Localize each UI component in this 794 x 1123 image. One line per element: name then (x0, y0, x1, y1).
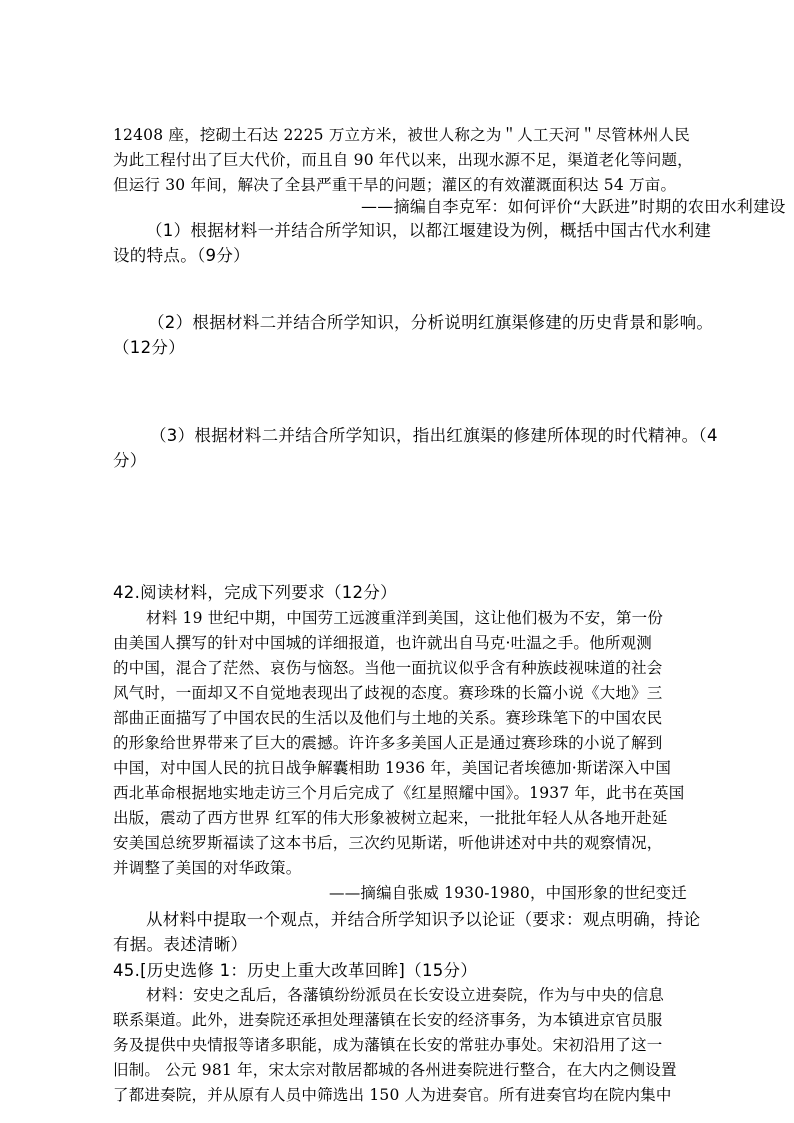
question-45-heading: 45.[历史选修 1：历史上重大改革回眸]（15分） (113, 961, 478, 980)
material-text-line: 但运行 30 年间，解决了全县严重干旱的问题；灌区的有效灌溉面积达 54 万亩。 (113, 176, 677, 194)
question-42-heading: 42.阅读材料，完成下列要求（12分） (113, 583, 397, 602)
material-text-line: 并调整了美国的对华政策。 (113, 859, 302, 877)
question-2-text: （12分） (113, 338, 185, 357)
material-text-line: 材料：安史之乱后，各藩镇纷纷派员在长安设立进奏院，作为与中央的信息 (146, 986, 665, 1004)
question-42-task: 有据。表述清晰） (113, 935, 248, 954)
material-text-line: 材料 19 世纪中期，中国劳工远渡重洋到美国，这让他们极为不安，第一份 (146, 609, 664, 627)
material-source: ——摘编自张威 1930-1980，中国形象的世纪变迁 (329, 884, 687, 902)
material-text-line: 旧制。 公元 981 年，宋太宗对散居都城的各州进奏院进行整合，在大内之侧设置 (113, 1061, 677, 1079)
question-1-text: （1）根据材料一并结合所学知识，以都江堰建设为例，概括中国古代水利建 (146, 221, 712, 240)
question-3-text: 分） (113, 451, 147, 470)
material-text-line: 12408 座，挖砌土石达 2225 万立方米，被世人称之为＂人工天河＂尽管林州人民 (113, 126, 690, 144)
material-text-line: 联系渠道。此外，进奏院还承担处理藩镇在长安的经济事务，为本镇进京官员服 (113, 1011, 663, 1029)
material-text-line: 的中国，混合了茫然、哀伤与恼怒。当他一面抗议似乎含有种族歧视味道的社会 (113, 659, 663, 677)
material-text-line: 中国，对中国人民的抗日战争解囊相助 1936 年，美国记者埃德加·斯诺深入中国 (113, 759, 672, 777)
material-text-line: 了都进奏院，并从原有人员中筛选出 150 人为进奏官。所有进奏官均在院内集中 (113, 1086, 672, 1104)
question-1-text: 设的特点。（9分） (113, 246, 250, 265)
question-42-task: 从材料中提取一个观点，并结合所学知识予以论证（要求：观点明确，持论 (146, 910, 701, 929)
question-2-text: （2）根据材料二并结合所学知识，分析说明红旗渠修建的历史背景和影响。 (148, 313, 714, 332)
material-text-line: 出版，震动了西方世界 红军的伟大形象被树立起来，一批批年轻人从各地开赴延 (113, 809, 668, 827)
material-text-line: 西北革命根据地实地走访三个月后完成了《红星照耀中国》。1937 年，此书在英国 (113, 784, 685, 802)
material-text-line: 的形象给世界带来了巨大的震撼。许许多多美国人正是通过赛珍珠的小说了解到 (113, 734, 663, 752)
material-text-line: 安美国总统罗斯福读了这本书后，三次约见斯诺，听他讲述对中共的观察情况， (113, 834, 663, 852)
material-text-line: 务及提供中央情报等诸多职能，成为藩镇在长安的常驻办事处。宋初沿用了这一 (113, 1036, 663, 1054)
material-source: ——摘编自李克军：如何评价“大跃进”时期的农田水利建设 (361, 197, 786, 216)
material-text-line: 由美国人撰写的针对中国城的详细报道，也许就出自马克·吐温之手。他所观测 (113, 634, 652, 652)
material-text-line: 部曲正面描写了中国农民的生活以及他们与土地的关系。赛珍珠笔下的中国农民 (113, 709, 663, 727)
material-text-line: 风气时，一面却又不自觉地表现出了歧视的态度。赛珍珠的长篇小说《大地》三 (113, 684, 663, 702)
question-3-text: （3）根据材料二并结合所学知识，指出红旗渠的修建所体现的时代精神。（4 (150, 426, 718, 445)
material-text-line: 为此工程付出了巨大代价，而且自 90 年代以来，出现水源不足，渠道老化等问题， (113, 151, 693, 169)
